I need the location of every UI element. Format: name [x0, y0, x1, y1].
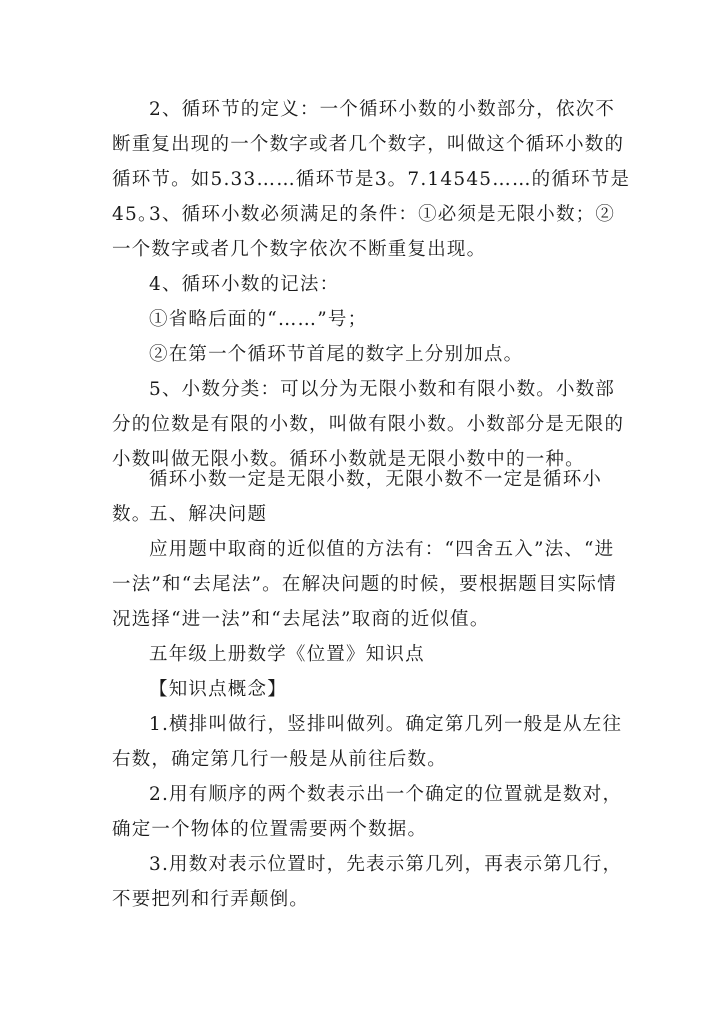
- paragraph-notation-rule-2: ②在第一个循环节首尾的数字上分别加点。: [149, 344, 524, 365]
- paragraph-repeating-decimal-conditions: 3、循环小数必须满足的条件：①必须是无限小数；②一个数字或者几个数字依次不断重复出现。: [112, 204, 616, 260]
- section-subtitle-concepts: 【知识点概念】: [149, 679, 287, 700]
- paragraph-number-pair-order: 3.用数对表示位置时，先表示第几列，再表示第几行，不要把列和行弄颠倒。: [112, 854, 623, 910]
- section-title-position: 五年级上册数学《位置》知识点: [149, 644, 425, 665]
- section-heading-solve-problems: 五、解决问题: [149, 504, 268, 525]
- paragraph-repeating-section-definition: 2、循环节的定义：一个循环小数的小数部分，依次不断重复出现的一个数字或者几个数字，叫做这个循环小数的循环节。如5.33……循环节是3。7.14545……的循环节是45。: [112, 99, 631, 225]
- paragraph-notation-rule-1: ①省略后面的“……”号；: [149, 309, 368, 330]
- paragraph-notation-heading: 4、循环小数的记法：: [149, 274, 340, 295]
- paragraph-number-pair: 2.用有顺序的两个数表示出一个确定的位置就是数对，确定一个物体的位置需要两个数据。: [112, 784, 623, 840]
- paragraph-decimal-relation: 循环小数一定是无限小数，无限小数不一定是循环小数。: [112, 469, 603, 525]
- paragraph-rows-columns: 1.横排叫做行，竖排叫做列。确定第几列一般是从左往右数，确定第几行一般是从前往后数。: [112, 714, 623, 770]
- paragraph-approximation-methods: 应用题中取商的近似值的方法有：“四舍五入”法、“进一法”和“去尾法”。在解决问题的时候，要根据题目实际情况选择“进一法”和“去尾法”取商的近似值。: [112, 539, 617, 630]
- paragraph-decimal-classification: 5、小数分类：可以分为无限小数和有限小数。小数部分的位数是有限的小数，叫做有限小数。小数部分是无限的小数叫做无限小数。循环小数就是无限小数中的一种。: [112, 379, 625, 470]
